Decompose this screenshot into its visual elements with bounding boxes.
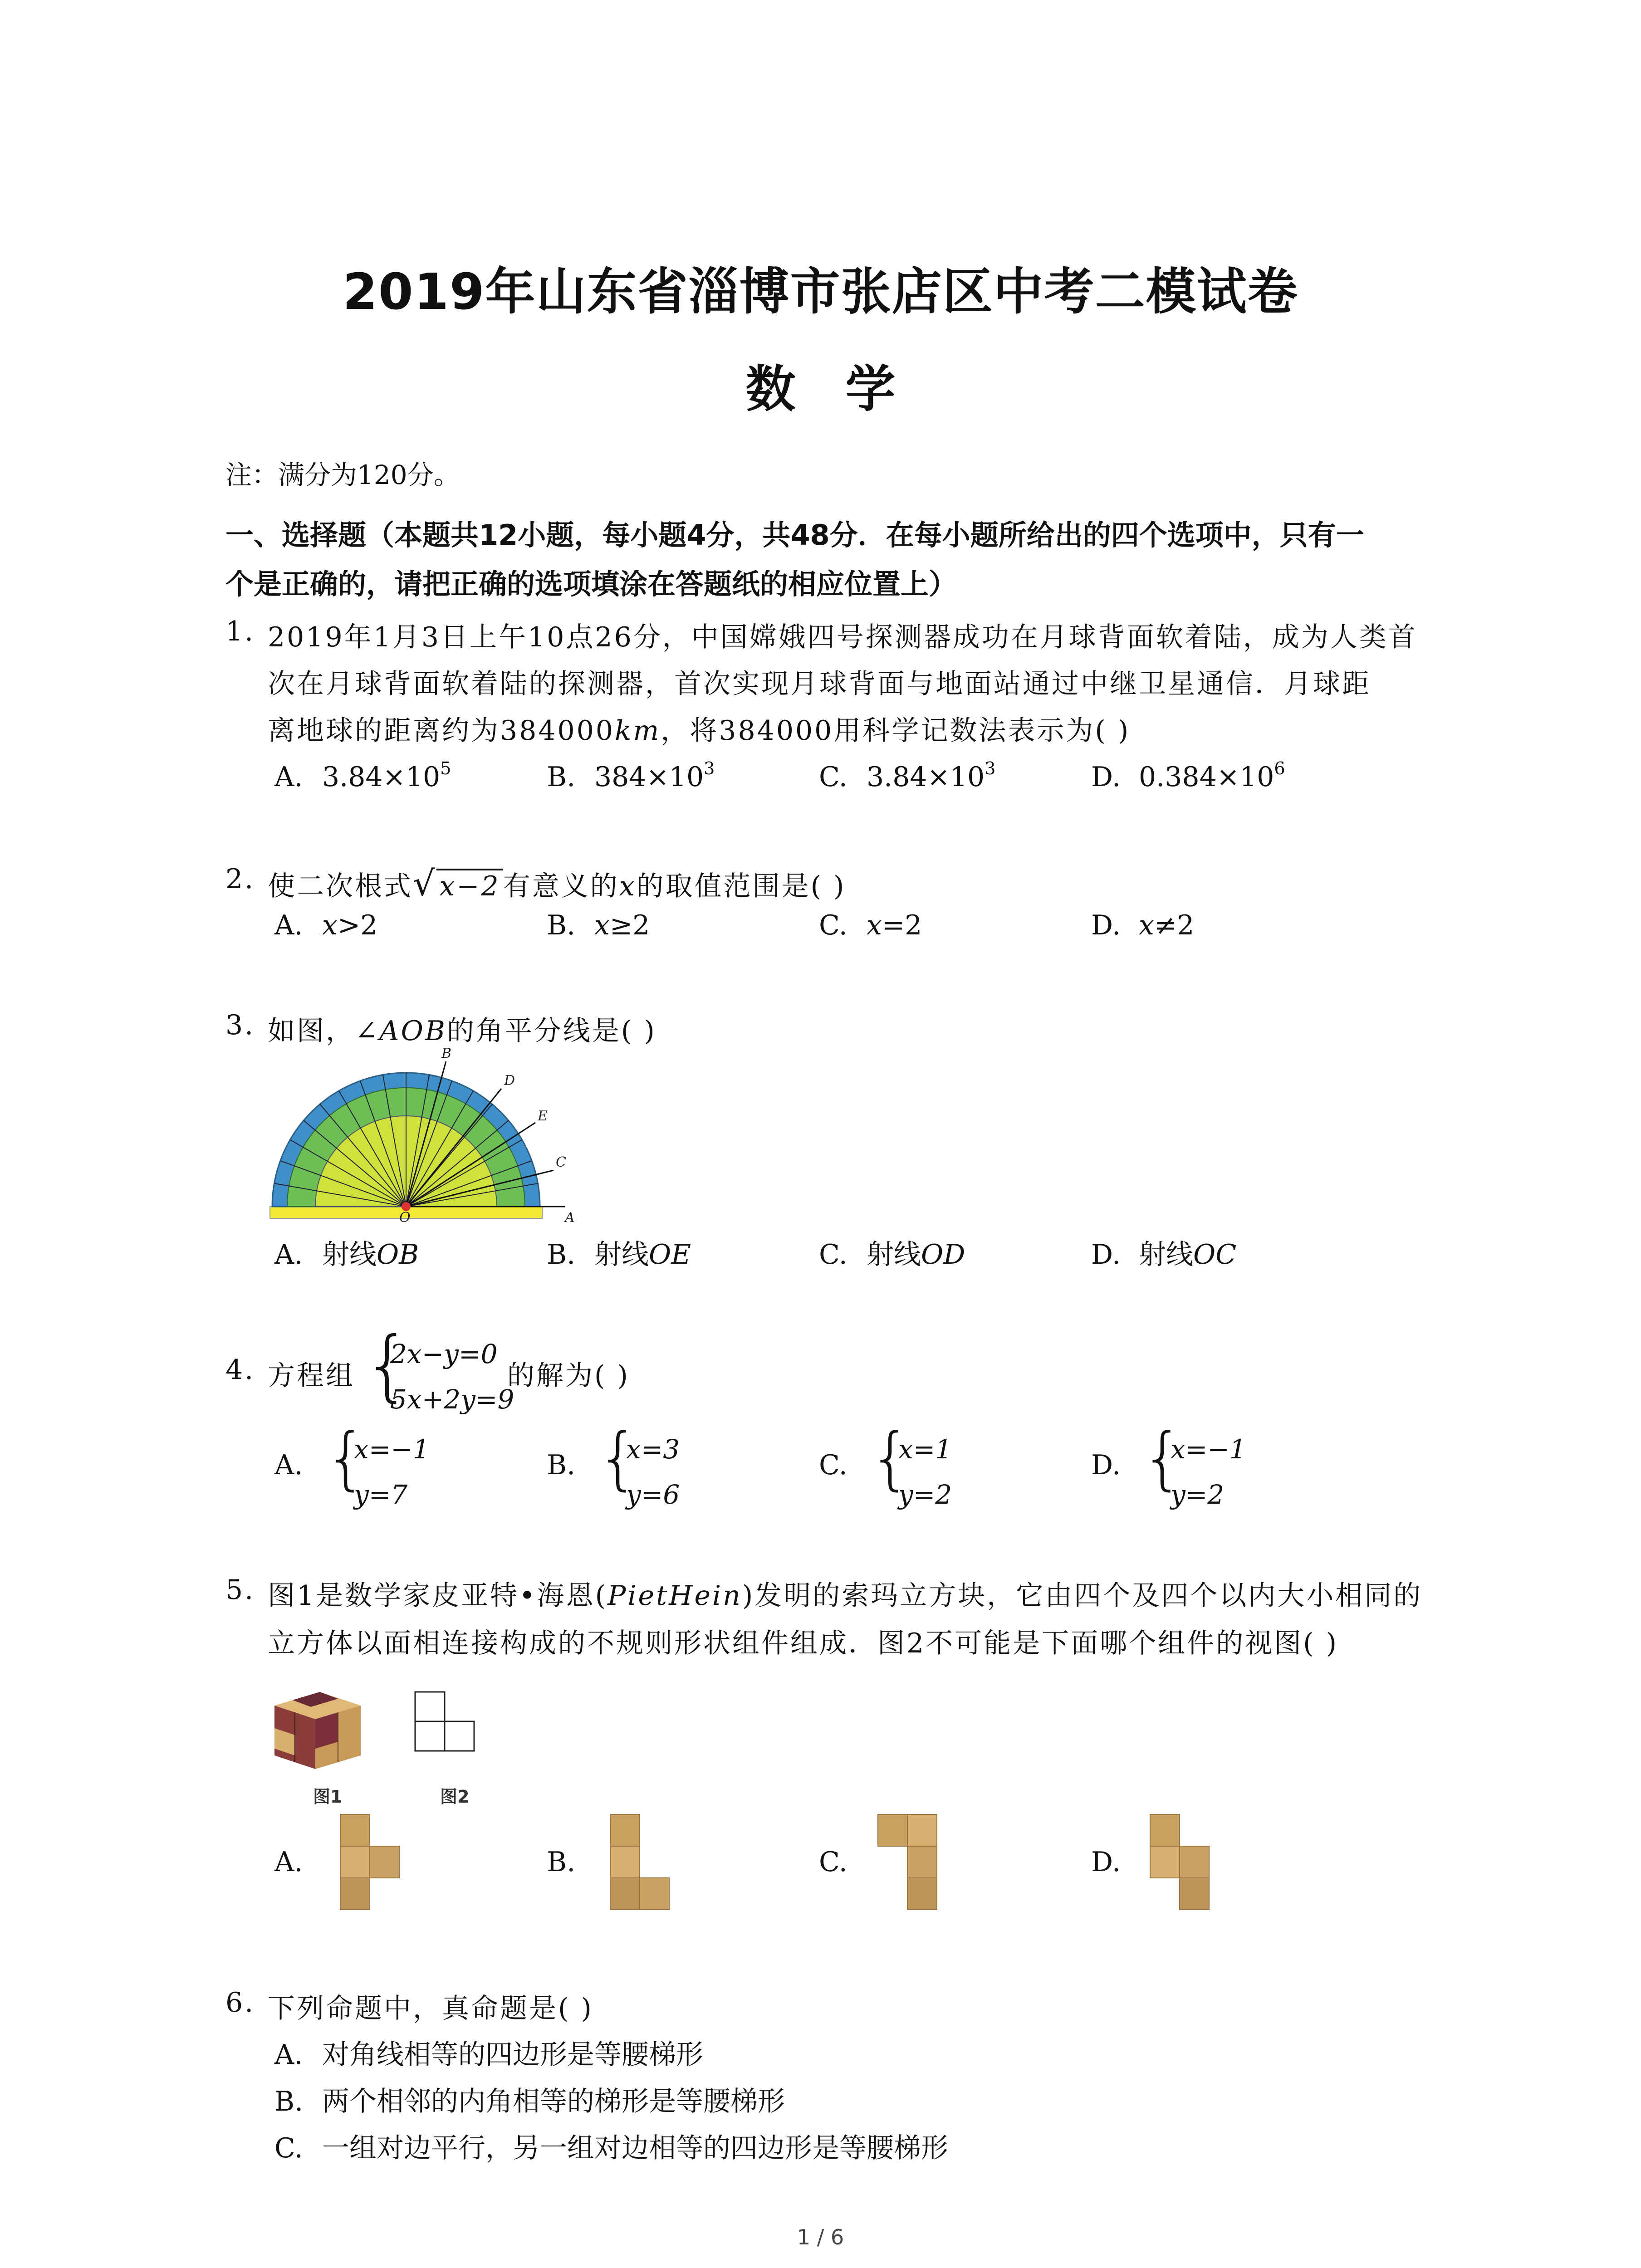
label-b: B	[441, 1046, 452, 1061]
q3-option-b: B. 射线OE	[547, 1239, 691, 1271]
q1-line1: 2019年1月3日上午10点26分，中国嫦娥四号探测器成功在月球背面软着陆，成为人类首	[268, 621, 1417, 653]
q6-number: 6.	[225, 1987, 255, 2019]
q4-option-d-label: D.	[1091, 1449, 1121, 1481]
q1-line2: 次在月球背面软着陆的探测器，首次实现月球背面与地面站通过中继卫星通信．月球距	[268, 668, 1371, 700]
q5-option-b-piece	[603, 1810, 685, 1914]
q5-option-b-label: B.	[547, 1846, 576, 1878]
q4-option-b: x=3 y=6	[626, 1434, 680, 1510]
score-note: 注：满分为120分。	[225, 459, 460, 490]
q5-line1: 图1是数学家皮亚特•海恩(PietHein)发明的索玛立方块，它由四个及四个以内大小相同的	[268, 1580, 1423, 1612]
q2-option-a: A. x>2	[274, 909, 378, 941]
q3-option-c: C. 射线OD	[819, 1239, 965, 1271]
fig1-caption: 图1	[313, 1787, 343, 1807]
q4-option-c: x=1 y=2	[898, 1434, 952, 1510]
sqrt-symbol: √	[413, 863, 437, 904]
q6-option-b: B. 两个相邻的内角相等的梯形是等腰梯形	[274, 2086, 785, 2117]
q4-eq1: 2x−y=0	[390, 1339, 498, 1369]
label-e: E	[538, 1108, 548, 1124]
q5-option-c-label: C.	[819, 1846, 847, 1878]
q2-option-c: C. x=2	[819, 909, 922, 941]
q1-option-a: A. $3.84\times 10^5$	[274, 758, 451, 793]
view-square-bottom-right	[445, 1721, 474, 1751]
label-o: O	[399, 1210, 411, 1225]
q4-option-a-brace: {	[324, 1419, 368, 1498]
q5-line2: 立方体以面相连接构成的不规则形状组件组成．图2不可能是下面哪个组件的视图( )	[268, 1628, 1339, 1659]
label-d: D	[504, 1073, 515, 1089]
section-heading-line1: 一、选择题（本题共12小题，每小题4分，共48分．在每小题所给出的四个选项中，只有一	[225, 518, 1364, 552]
soma-cube-figure	[265, 1674, 372, 1778]
q2-option-b: B. x≥2	[547, 909, 650, 941]
q2-number: 2.	[225, 863, 255, 895]
q1-option-c: C. $3.84\times 10^3$	[819, 758, 996, 793]
fig2-caption: 图2	[440, 1787, 470, 1807]
q4-eq2: 5x+2y=9	[390, 1384, 514, 1415]
protractor-figure	[265, 1043, 583, 1225]
q5-option-c-piece	[871, 1810, 962, 1914]
q4-option-d: x=−1 y=2	[1171, 1434, 1246, 1510]
section-heading-line2: 个是正确的，请把正确的选项填涂在答题纸的相应位置上）	[225, 567, 957, 601]
q2-option-d: D. x≠2	[1091, 909, 1195, 941]
q5-option-a-piece	[333, 1810, 415, 1914]
q2-stem: 使二次根式√ x−2 有意义的x的取值范围是( )	[268, 863, 846, 904]
view-square-top	[415, 1692, 445, 1721]
q4-post: 的解为( )	[507, 1360, 630, 1392]
q6-stem: 下列命题中，真命题是( )	[268, 1993, 593, 2024]
q1-number: 1.	[225, 616, 255, 647]
q4-option-c-label: C.	[819, 1449, 847, 1481]
q4-system-brace: {	[363, 1320, 412, 1410]
q5-option-a-label: A.	[274, 1846, 303, 1878]
q1-option-d: D. $0.384\times 10^6$	[1091, 758, 1285, 793]
q3-stem: 如图，∠AOB的角平分线是( )	[268, 1015, 656, 1047]
q4-number: 4.	[225, 1354, 255, 1386]
q1-line3: 离地球的距离约为384000km，将384000用科学记数法表示为( )	[268, 715, 1131, 747]
q5-number: 5.	[225, 1574, 255, 1606]
q3-number: 3.	[225, 1009, 255, 1041]
page-number: 1 / 6	[797, 2225, 844, 2249]
q4-option-b-brace: {	[597, 1419, 640, 1498]
page-title: 2019年山东省淄博市张店区中考二模试卷	[343, 263, 1298, 321]
q4-system	[390, 1331, 514, 1422]
q6-option-c: C. 一组对边平行，另一组对边相等的四边形是等腰梯形	[274, 2132, 948, 2164]
view-figure	[413, 1690, 481, 1758]
q4-option-b-label: B.	[547, 1449, 576, 1481]
q5-option-d-label: D.	[1091, 1846, 1121, 1878]
q3-option-d: D. 射线OC	[1091, 1239, 1237, 1271]
label-c: C	[556, 1154, 566, 1170]
label-a: A	[565, 1210, 575, 1225]
view-square-bottom-left	[415, 1721, 445, 1751]
q4-option-d-brace: {	[1141, 1419, 1185, 1498]
q3-option-a: A. 射线OB	[274, 1239, 419, 1271]
q4-option-a: x=−1 y=7	[354, 1434, 430, 1510]
q4-pre: 方程组	[268, 1360, 355, 1392]
q4-option-c-brace: {	[869, 1419, 912, 1498]
q6-option-a: A. 对角线相等的四边形是等腰梯形	[274, 2039, 703, 2071]
q4-option-a-label: A.	[274, 1449, 303, 1481]
q5-option-d-piece	[1143, 1810, 1234, 1914]
subject-heading: 数学	[745, 360, 945, 418]
q1-option-b: B. $384\times 10^3$	[547, 758, 715, 793]
